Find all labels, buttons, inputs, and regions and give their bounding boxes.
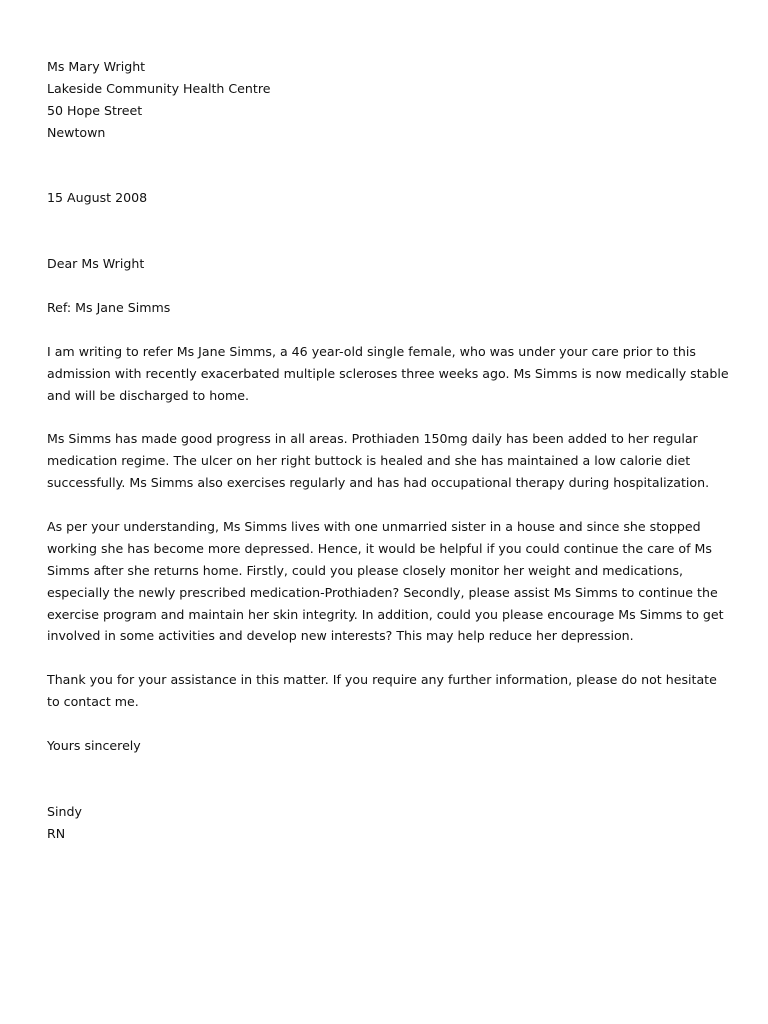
body-paragraph-1 [47,341,737,407]
text-line: Simms after she returns home. Firstly, could you please closely monitor her weight and medications, [47,562,684,578]
text-line: especially the newly prescribed medication-Prothiaden? Secondly, please assist Ms Simms to continue the [47,584,718,600]
text-line: and will be discharged to home. [47,387,249,403]
text-line: admission with recently exacerbated multiple scleroses three weeks ago. Ms Simms is now medically stable [47,365,729,381]
text-line: exercise program and maintain her skin integrity. In addition, could you please encourage Ms Simms to get [47,606,724,622]
text-line: Thank you for your assistance in this matter. If you require any further information, please do not hesitate [47,672,717,688]
salutation: Dear Ms Wright [47,256,145,272]
signature-block [47,801,737,845]
text-line: medication regime. The ulcer on her right buttock is healed and she has maintained a low calorie diet [47,453,691,469]
text-line: to contact me. [47,694,139,710]
text-line: working she has become more depressed. Hence, it would be helpful if you could continue the care of Ms [47,540,712,556]
recipient-street: 50 Hope Street [47,102,143,118]
signature-title: RN [47,825,66,841]
body-paragraph-4 [47,669,737,713]
closing: Yours sincerely [47,737,141,753]
text-line: I am writing to refer Ms Jane Simms, a 46 year-old single female, who was under your care prior to this [47,343,696,359]
recipient-town: Newtown [47,124,106,140]
recipient-name: Ms Mary Wright [47,59,146,74]
text-line: As per your understanding, Ms Simms lives with one unmarried sister in a house and since she stopped [47,518,701,534]
text-line: successfully. Ms Simms also exercises regularly and has had occupational therapy during hospitalization. [47,475,710,491]
body-paragraph-3 [47,516,737,647]
text-line: involved in some activities and develop new interests? This may help reduce her depression. [47,628,634,644]
recipient-organization: Lakeside Community Health Centre [47,80,271,96]
recipient-address [47,56,737,144]
text-line: Ms Simms has made good progress in all areas. Prothiaden 150mg daily has been added to her regular [47,431,698,447]
reference-line: Ref: Ms Jane Simms [47,299,171,315]
body-paragraph-2 [47,428,737,494]
letter-date: 15 August 2008 [47,190,148,206]
signature-name: Sindy [47,803,82,819]
letter [47,56,737,844]
